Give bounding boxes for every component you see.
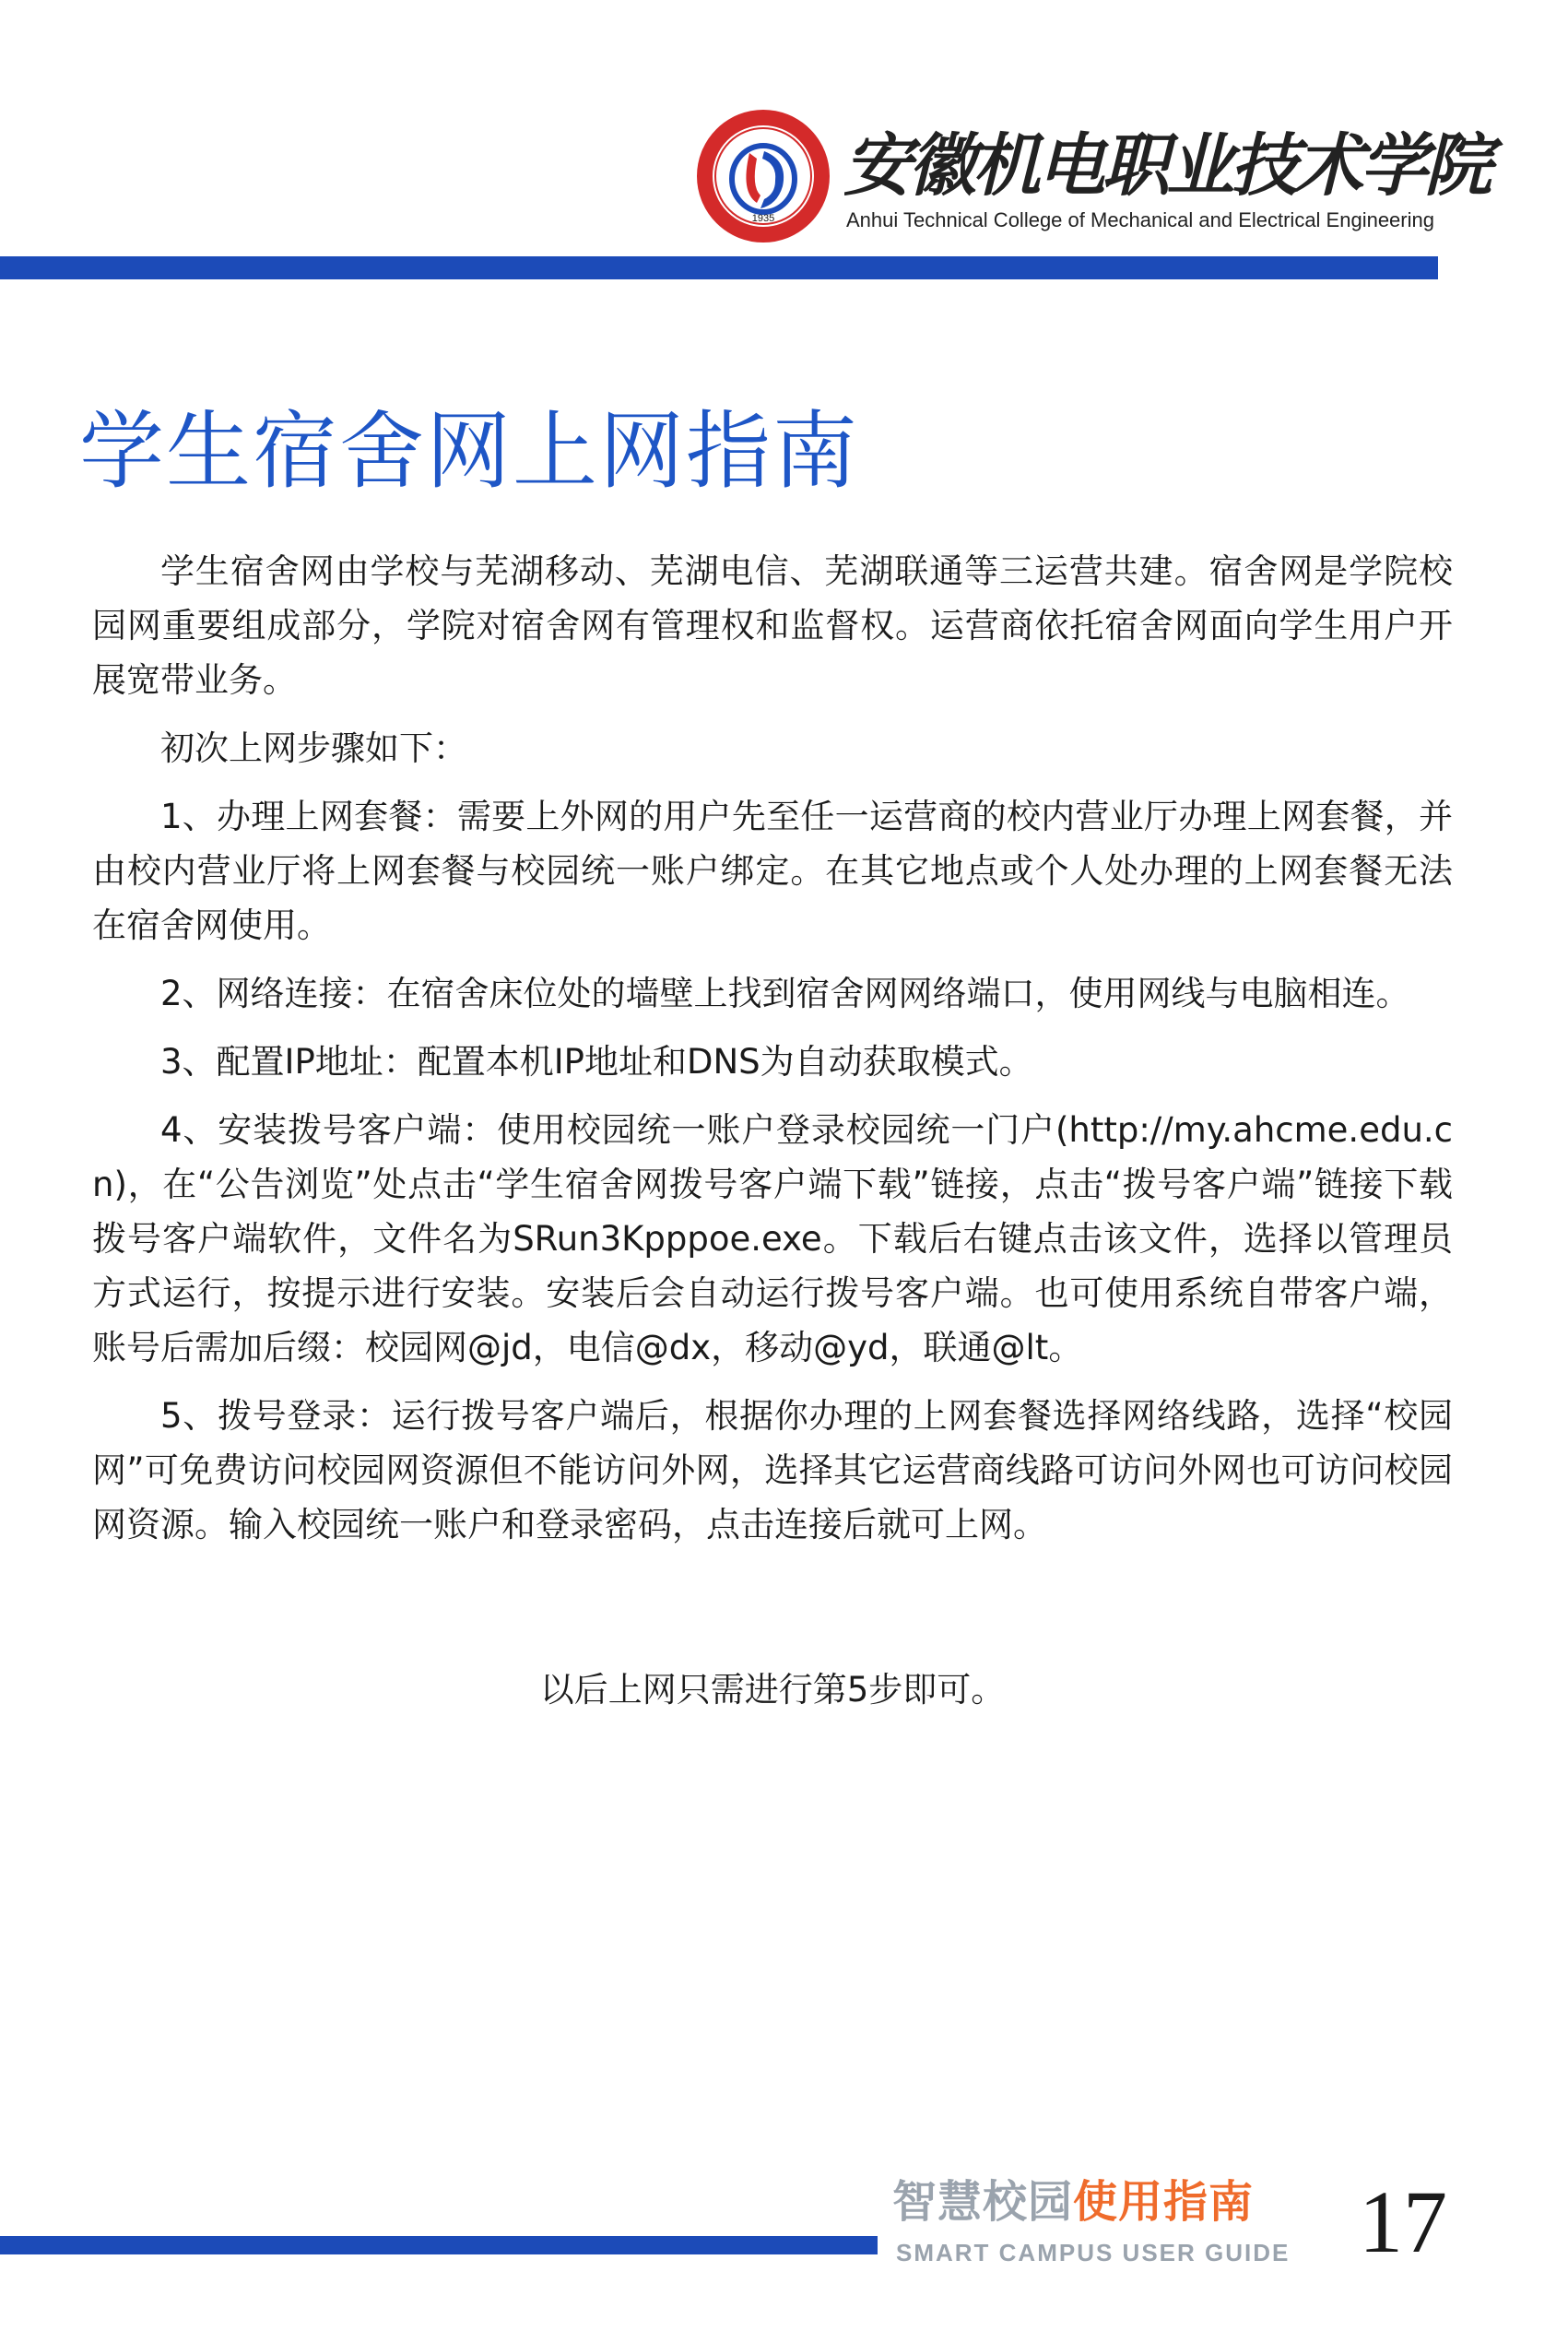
step-4-paragraph: 4、安装拨号客户端：使用校园统一账户登录校园统一门户(http://my.ahcme.edu.cn)，在“公告浏览”处点击“学生宿舍网拨号客户端下载”链接，点击“拨号客户端”链接下载拨号客户端软件，文件名为SRun3Kpppoe.exe。下载后右键点击该文件，选择以管理员方式运行，按提示进行安装。安装后会自动运行拨号客户端。也可使用系统自带客户端，账号后需加后缀：校园网@jd，电信@dx，移动@yd，联通@lt。 xyxy=(92,1110,1453,1367)
page-number: 17 xyxy=(1359,2172,1447,2271)
header-divider-bar xyxy=(0,256,1438,279)
intro-paragraph: 学生宿舍网由学校与芜湖移动、芜湖电信、芜湖联通等三运营共建。宿舍网是学院校园网重要组成部分，学院对宿舍网有管理权和监督权。运营商依托宿舍网面向学生用户开展宽带业务。 xyxy=(92,551,1453,700)
footer-guide-title-part1: 智慧校园 xyxy=(892,2176,1074,2228)
step-3-paragraph: 3、配置IP地址：配置本机IP地址和DNS为自动获取模式。 xyxy=(160,1042,1033,1082)
step-1-paragraph: 1、办理上网套餐：需要上外网的用户先至任一运营商的校内营业厅办理上网套餐，并由校内营业厅将上网套餐与校园统一账户绑定。在其它地点或个人处办理的上网套餐无法在宿舍网使用。 xyxy=(92,797,1453,945)
footer-divider-bar xyxy=(0,2236,878,2254)
footer-guide-title xyxy=(892,2176,1289,2228)
footer-guide-subtitle: SMART CAMPUS USER GUIDE xyxy=(896,2239,1291,2266)
footer-guide-title-part2: 使用指南 xyxy=(1073,2176,1255,2228)
college-name-en: Anhui Technical College of Mechanical and Electrical Engineering xyxy=(846,208,1434,231)
guide-content xyxy=(92,544,1453,1731)
college-logo-seal xyxy=(696,109,831,243)
logo-year: 1935 xyxy=(751,213,775,224)
step-2-paragraph: 2、网络连接：在宿舍床位处的墙壁上找到宿舍网网络端口，使用网线与电脑相连。 xyxy=(160,974,1410,1013)
college-name-cn: 安徽机电职业技术学院 xyxy=(843,126,1489,206)
closing-note: 以后上网只需进行第5步即可。 xyxy=(539,1670,1006,1710)
page-title: 学生宿舍网上网指南 xyxy=(79,402,860,501)
step-5-paragraph: 5、拨号登录：运行拨号客户端后，根据你办理的上网套餐选择网络线路，选择“校园网”可免费访问校园网资源但不能访问外网，选择其它运营商线路可访问外网也可访问校园网资源。输入校园统一账户和登录密码，点击连接后就可上网。 xyxy=(92,1396,1453,1544)
steps-heading: 初次上网步骤如下： xyxy=(160,728,467,768)
